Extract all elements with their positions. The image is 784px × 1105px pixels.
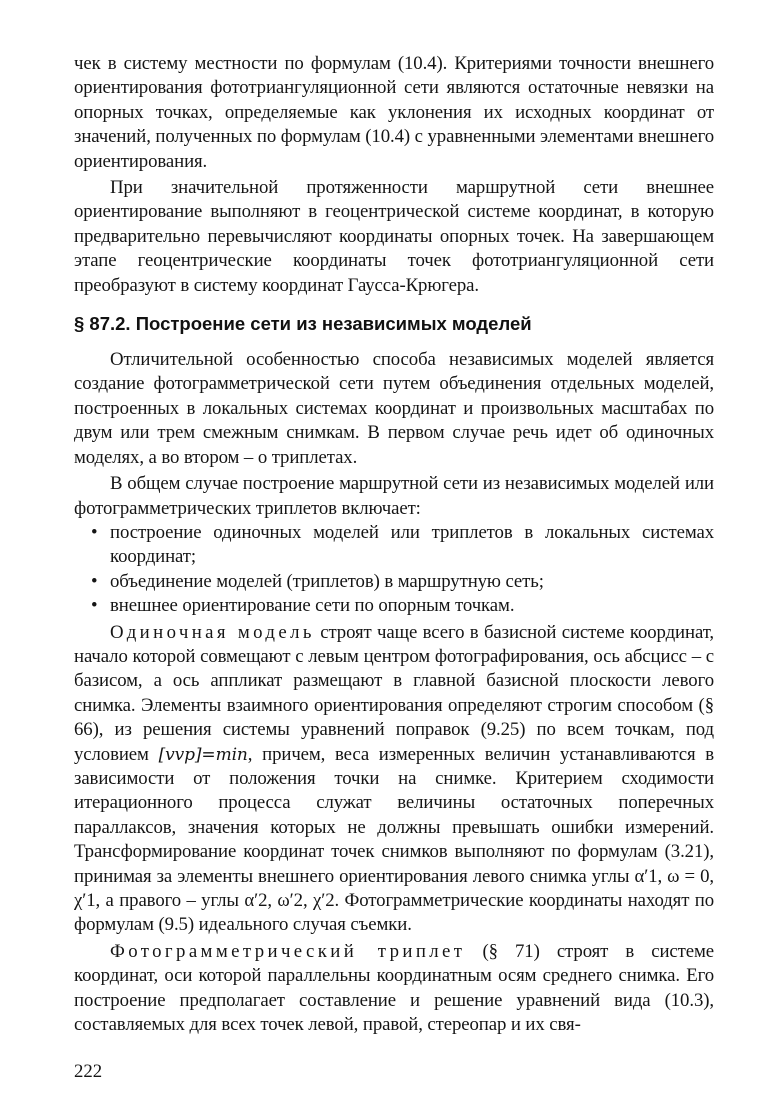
list-item xyxy=(74,594,714,618)
list-item xyxy=(74,521,714,570)
bullet-mark: • xyxy=(91,595,98,617)
model-paragraph-text-a: строят чаще всего в базисной системе координат, начало которой совмещают с левым центром фотографирования, ось абсцисс – с базисом, а ось аппликат размещают в главной базисной плоскости левого снимка. Элементы взаимного ориентирования определяют строгим способом (§ 66), из решения системы уравнений поправок (9.25) по всем точкам, под условием xyxy=(74,621,714,765)
page-number: 222 xyxy=(74,1061,103,1082)
triplet-paragraph xyxy=(74,940,714,1038)
bullet-mark: • xyxy=(91,570,98,592)
model-paragraph-text-b: , причем, веса измеренных величин устанавливаются в зависимости от положения точки на снимке. Критерием сходимости итерационного процесса служат величины остаточных поперечных параллаксов, значения которых не должны превышать ошибки измерений. Трансформирование координат точек снимков выполняют по формулам (3.21), принимая за элементы внешнего ориентирования левого снимка углы α′1, ω = 0, χ′1, а правого – углы α′2, ω′2, χ′2. Фотограмметрические координаты находят по формулам (9.5) идеального случая съемки. xyxy=(74,743,714,936)
list-item-text: построение одиночных моделей или триплетов в локальных системах координат; xyxy=(110,521,714,568)
bullet-list xyxy=(74,521,714,619)
section-heading: § 87.2. Построение сети из независимых моделей xyxy=(74,313,532,335)
bullet-mark: • xyxy=(91,521,98,543)
section-paragraph-2: В общем случае построение маршрутной сети из независимых моделей или фотограмметрических триплетов включает: xyxy=(74,473,714,519)
model-paragraph xyxy=(74,621,714,938)
section-paragraph-1: Отличительной особенностью способа независимых моделей является создание фотограмметрической сети путем объединения отдельных моделей, построенных в локальных системах координат и произвольных масштабах по двум или трем смежным снимкам. В первом случае речь идет об одиночных моделях, а во втором – о триплетах. xyxy=(74,349,714,468)
list-item-text: объединение моделей (триплетов) в маршрутную сеть; xyxy=(110,570,544,592)
model-formula: [vvp]=min xyxy=(158,744,248,765)
model-term: Одиночная модель xyxy=(110,621,315,643)
intro-paragraph-1: чек в систему местности по формулам (10.4). Критериями точности внешнего ориентирования фототриангуляционной сети являются остаточные невязки на опорных точках, определяемые как уклонения их исходных координат от значений, полученных по формулам (10.4) с уравненными элементами внешнего ориентирования. xyxy=(74,53,714,172)
triplet-paragraph-text: (§ 71) строят в системе координат, оси которой параллельны координатным осям среднего снимка. Его построение предполагает составление и решение уравнений вида (10.3), составляемых для всех точек левой, правой, стереопар и их свя- xyxy=(74,940,714,1036)
list-item-text: внешнее ориентирование сети по опорным точкам. xyxy=(110,595,515,617)
triplet-term: Фотограмметрический триплет xyxy=(110,940,466,962)
intro-paragraph-2: При значительной протяженности маршрутной сети внешнее ориентирование выполняют в геоцентрической системе координат, в которую предварительно перевычисляют координаты опорных точек. На завершающем этапе геоцентрические координаты точек фототриангуляционной сети преобразуют в систему координат Гаусса-Крюгера. xyxy=(74,177,714,296)
list-item xyxy=(74,570,714,594)
page-text xyxy=(74,52,714,1037)
